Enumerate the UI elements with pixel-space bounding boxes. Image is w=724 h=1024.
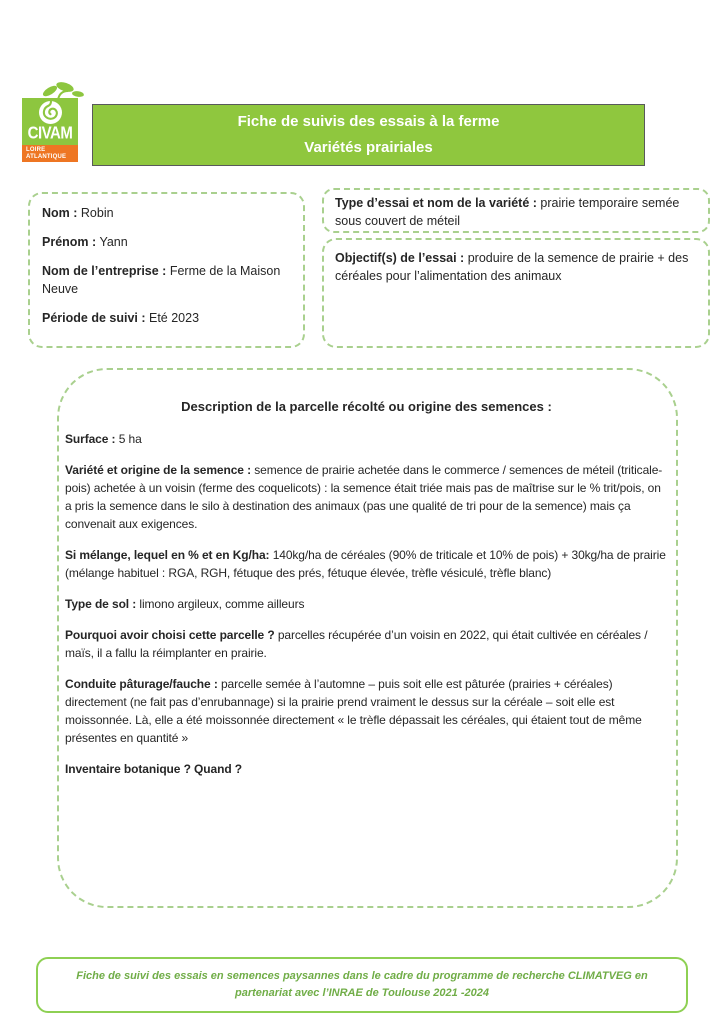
para-surface-text: 5 ha <box>118 432 142 446</box>
header-banner <box>92 104 645 166</box>
para-type-sol-text: limono argileux, comme ailleurs <box>139 597 305 611</box>
description-title: Description de la parcelle récolté ou origine des semences : <box>181 399 552 414</box>
spiral-icon <box>38 100 63 125</box>
field-nom-value: Robin <box>80 206 114 220</box>
essai-type-value: prairie temporaire semée sous couvert de méteil <box>335 196 680 228</box>
para-choix-parcelle <box>65 626 668 662</box>
para-conduite <box>65 675 668 747</box>
essai-objectif-box <box>322 238 710 348</box>
field-prenom-value: Yann <box>99 235 128 249</box>
civam-logo <box>22 82 92 162</box>
logo-region-band <box>22 145 78 162</box>
para-inventaire-label: Inventaire botanique ? Quand ? <box>65 762 243 776</box>
para-melange-label: Si mélange, lequel en % et en Kg/ha: <box>65 548 270 562</box>
para-surface <box>65 430 668 448</box>
essai-objectif-label: Objectif(s) de l’essai : <box>335 251 465 265</box>
para-type-sol <box>65 595 668 613</box>
logo-square <box>22 98 78 145</box>
para-melange-text: 140kg/ha de céréales (90% de triticale et 10% de pois) + 30kg/ha de prairie (mélange habituel : RGA, RGH, fétuque des prés, fétuque élevée, trèfle vésiculé, trèfle blanc) <box>65 548 666 580</box>
field-nom <box>42 204 291 222</box>
field-prenom-label: Prénom : <box>42 235 97 249</box>
field-entreprise-value: Ferme de la Maison Neuve <box>42 264 281 296</box>
para-surface-label: Surface : <box>65 432 116 446</box>
field-prenom <box>42 233 291 251</box>
para-type-sol-label: Type de sol : <box>65 597 137 611</box>
para-choix-parcelle-label: Pourquoi avoir choisi cette parcelle ? <box>65 628 275 642</box>
field-periode-value: Eté 2023 <box>149 311 200 325</box>
field-nom-label: Nom : <box>42 206 78 220</box>
para-conduite-text: parcelle semée à l’automne – puis soit elle est pâturée (prairies + céréales) directement (ne fait pas d’enrubannage) si la prairie prend vraiment le dessus sur la céréale – soit elle est moissonnée. Là, elle a été moissonnée directement « le trèfle dépassait les céréales, qui étaient tout de même présentes en quantité » <box>65 677 642 745</box>
document-title: Fiche de suivis des essais à la ferme <box>237 113 500 130</box>
description-box <box>57 368 678 908</box>
essai-objectif-value: produire de la semence de prairie + des céréales pour l’alimentation des animaux <box>335 251 689 283</box>
para-choix-parcelle-text: parcelles récupérée d’un voisin en 2022, qui était cultivée en céréales / maïs, il a fallu la réimplanter en prairie. <box>65 628 648 660</box>
para-conduite-label: Conduite pâturage/fauche : <box>65 677 218 691</box>
footer-program-box <box>36 957 688 1013</box>
document-subtitle: Variétés prairiales <box>304 139 433 156</box>
footer-program-text: Fiche de suivi des essais en semences paysannes dans le cadre du programme de recherche CLIMATVEG en partenariat avec l’INRAE de Toulouse 2021 -2024 <box>76 970 648 999</box>
logo-wordmark: CIVAM <box>27 123 73 144</box>
field-periode-label: Période de suivi : <box>42 311 146 325</box>
logo-region-line1: LOIRE <box>26 147 46 153</box>
farmer-info-box <box>28 192 305 348</box>
para-melange <box>65 546 668 582</box>
field-entreprise-label: Nom de l’entreprise : <box>42 264 167 278</box>
logo-region-line2: ATLANTIQUE <box>26 154 67 160</box>
field-periode <box>42 309 291 327</box>
para-variete-origine <box>65 461 668 533</box>
para-inventaire <box>65 760 668 778</box>
field-entreprise <box>42 262 291 298</box>
para-variete-origine-text: semence de prairie achetée dans le commerce / semences de méteil (triticale-pois) achetée à un voisin (ferme des coquelicots) : la semence était triée mais pas de maîtrise sur le % trit/pois, on a pris la semence dans le silo à destination des animaux (pas une qualité de tri pour de la semence) mais ça convenait aux exigences. <box>65 463 663 531</box>
para-variete-origine-label: Variété et origine de la semence : <box>65 463 252 477</box>
essai-type-box <box>322 188 710 233</box>
essai-type-label: Type d’essai et nom de la variété : <box>335 196 537 210</box>
